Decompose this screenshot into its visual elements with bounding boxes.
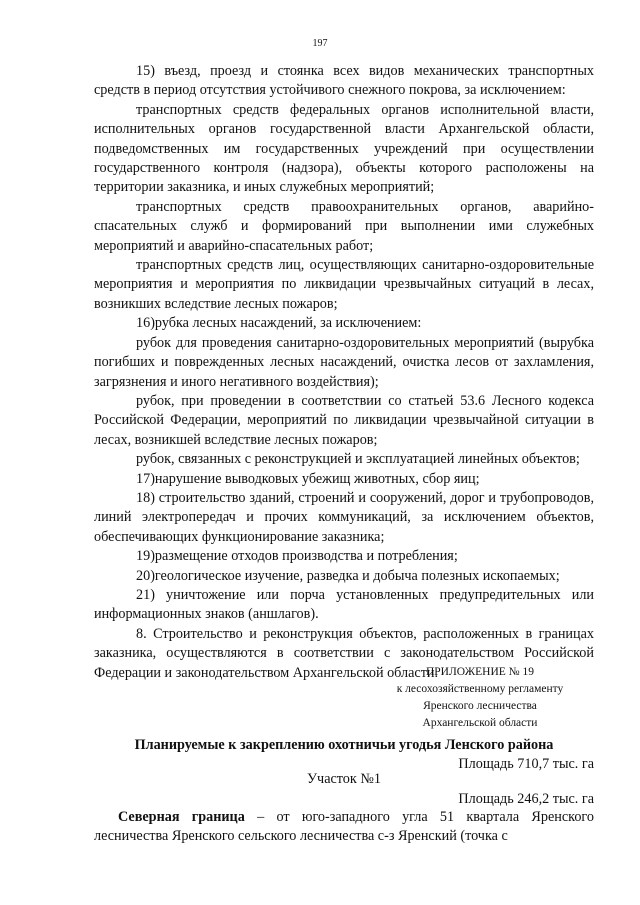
paragraph: 18) строительство зданий, строений и сооружений, дорог и трубопроводов, линий электропередач и прочих коммуникаций, за исключением объектов, обеспечивающих функционирование заказника;: [94, 489, 594, 545]
paragraph: рубок, связанных с реконструкцией и эксплуатацией линейных объектов;: [136, 451, 580, 468]
appendix-line: к лесохозяйственному регламенту: [396, 683, 564, 695]
paragraph: 17)нарушение выводковых убежищ животных, сбор яиц;: [136, 470, 480, 487]
appendix-line: Архангельской области: [422, 717, 538, 729]
paragraph: 21) уничтожение или порча установленных предупредительных или информационных знаков (аншлагов).: [94, 586, 594, 623]
paragraph: 16)рубка лесных насаждений, за исключением:: [136, 315, 422, 332]
appendix-block: [360, 664, 600, 732]
paragraph: транспортных средств правоохранительных органов, аварийно-спасательных служб и формирований при выполнении ими служебных мероприятий и аварийно-спасательных работ;: [94, 198, 594, 254]
paragraph: рубок, при проведении в соответствии со статьей 53.6 Лесного кодекса Российской Федерации, мероприятий по ликвидации чрезвычайной ситуации в лесах, возникшей вследствие лесных пожаров;: [94, 392, 594, 448]
section-heading: Планируемые к закреплению охотничьи угодья Ленского района: [134, 737, 554, 753]
regulation-text: [94, 62, 594, 683]
paragraph: транспортных средств лиц, осуществляющих санитарно-оздоровительные мероприятия и мероприятия по ликвидации чрезвычайных ситуаций в лесах, возникших вследствие лесных пожаров;: [94, 257, 594, 312]
paragraph: 20)геологическое изучение, разведка и добыча полезных ископаемых;: [136, 567, 560, 584]
paragraph: транспортных средств федеральных органов исполнительной власти, исполнительных органов государственной власти Архангельской области, подведомственных им государственных учреждений при осуществлении государственного контроля (надзора), объекты которого расположены на территории заказника, и иных служебных мероприятий;: [94, 101, 594, 196]
paragraph: 8. Строительство и реконструкция объектов, расположенных в границах заказника, осуществляются в соответствии с законодательством Российской Федерации и законодательством Архангельской области.: [94, 625, 594, 681]
boundary-paragraph: [94, 808, 594, 847]
boundary-label: Северная граница: [118, 809, 245, 825]
total-area: Площадь 710,7 тыс. га: [458, 756, 594, 772]
appendix-line: Яренского лесничества: [423, 700, 537, 712]
appendix-title: ПРИЛОЖЕНИЕ № 19: [425, 666, 534, 678]
boundary-text: – от юго-западного угла 51 квартала Яренского лесничества Яренского сельского лесничества с-з Яренский (точка с: [94, 809, 594, 845]
paragraph: 19)размещение отходов производства и потребления;: [136, 548, 458, 565]
plot-title: Участок №1: [307, 771, 381, 787]
plot-area: Площадь 246,2 тыс. га: [458, 791, 594, 807]
paragraph: 15) въезд, проезд и стоянка всех видов механических транспортных средств в период отсутствия устойчивого снежного покрова, за исключением:: [94, 63, 594, 99]
paragraph: рубок для проведения санитарно-оздоровительных мероприятий (вырубка погибших и поврежденных лесных насаждений, очистка лесов от захламления, загрязнения и иного негативного воздействия);: [94, 334, 594, 390]
page-number: 197: [312, 38, 328, 49]
